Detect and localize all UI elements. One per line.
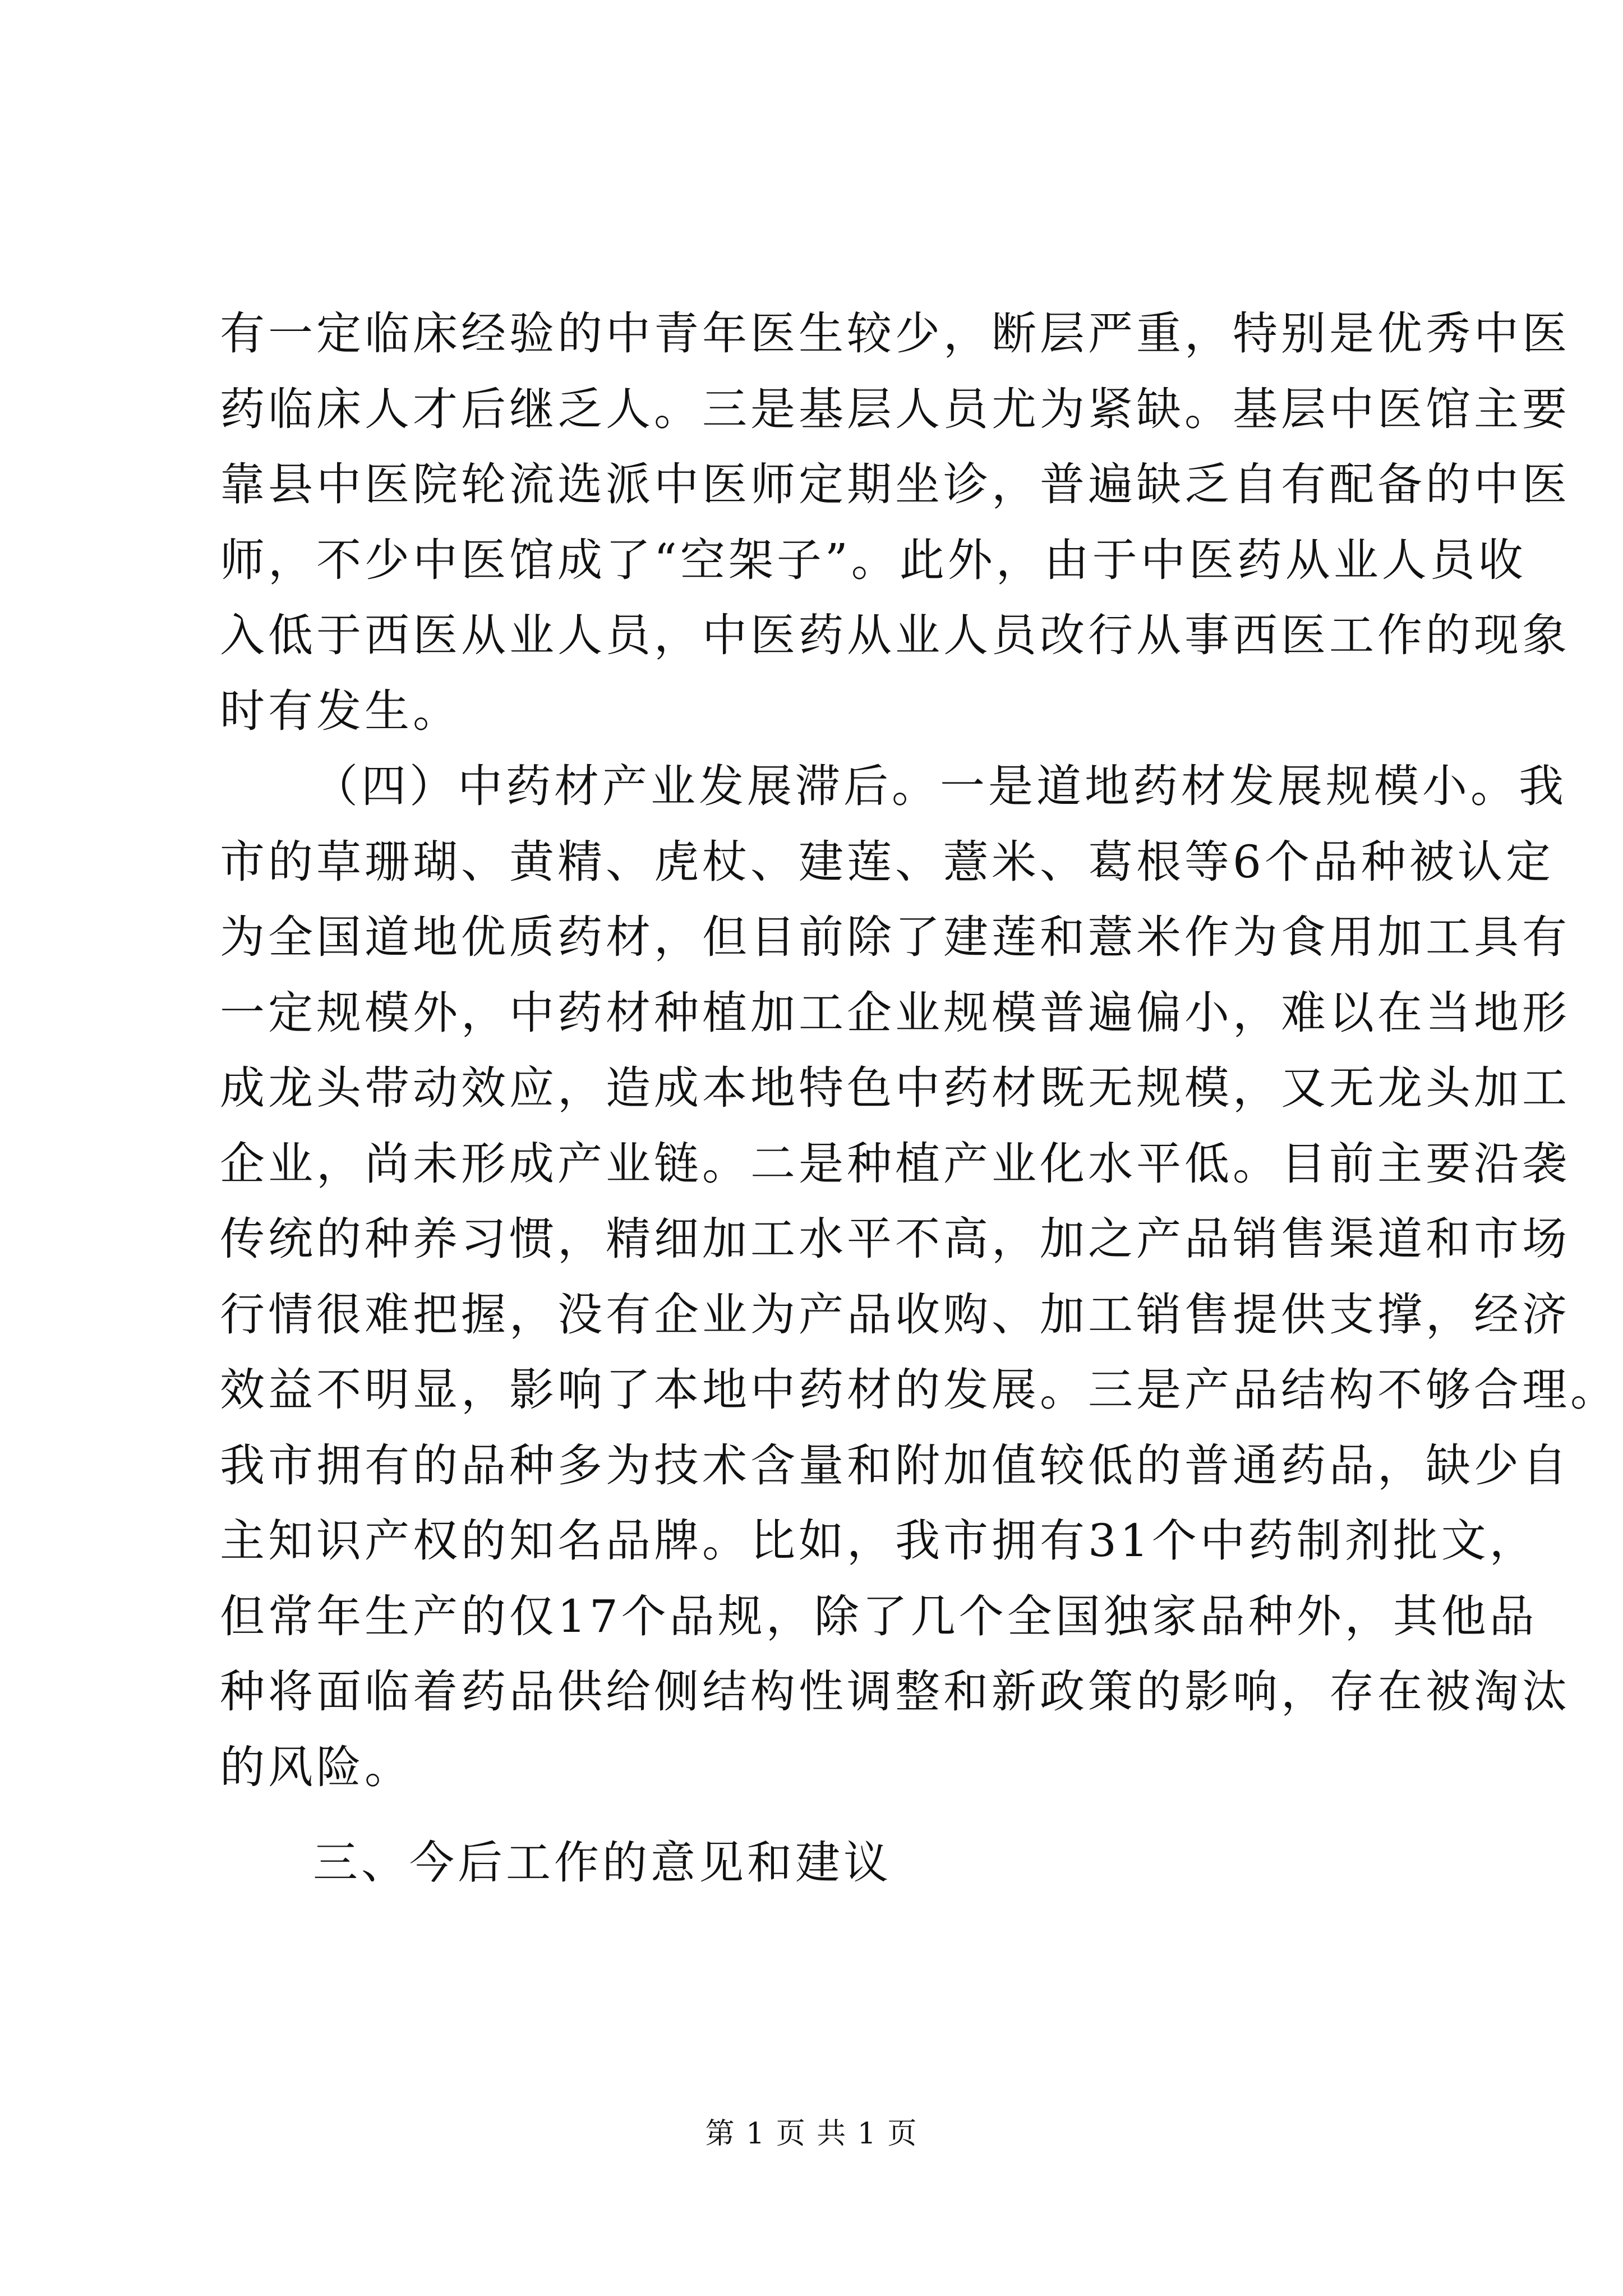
body-line: 传统的种养习惯，精细加工水平不高，加之产品销售渠道和市场 [220,1213,1570,1265]
body-line: 师，不少中医馆成了“空架子”。此外，由于中医药从业人员收 [220,533,1527,586]
body-line: 行情很难把握，没有企业为产品收购、加工销售提供支撑，经济 [220,1288,1570,1341]
page-number-footer: 第 1 页 共 1 页 [705,2117,918,2151]
body-line: 一定规模外，中药材种植加工企业规模普遍偏小，难以在当地形 [220,986,1570,1039]
body-line: 靠县中医院轮流选派中医师定期坐诊，普遍缺乏自有配备的中医 [220,458,1570,510]
body-line: 药临床人才后继乏人。三是基层人员尤为紧缺。基层中医馆主要 [220,383,1570,435]
body-line: 入低于西医从业人员，中医药从业人员改行从事西医工作的现象 [220,609,1570,661]
section-heading: 三、今后工作的意见和建议 [313,1837,892,1889]
body-line: 成龙头带动效应，造成本地特色中药材既无规模，又无龙头加工 [220,1062,1570,1114]
paragraph-gap [220,1805,1431,1825]
section-four-first-line: （四）中药材产业发展滞后。一是道地药材发展规模小。我 [313,760,1567,812]
body-line: 时有发生。 [220,684,461,737]
body-line: 主知识产权的知名品牌。比如，我市拥有31个中药制剂批文， [220,1515,1538,1567]
body-line: 市的草珊瑚、黄精、虎杖、建莲、薏米、葛根等6个品种被认定 [220,835,1554,888]
body-line: 有一定临床经验的中青年医生较少，断层严重，特别是优秀中医 [220,307,1570,360]
body-line: 企业，尚未形成产业链。二是种植产业化水平低。目前主要沿袭 [220,1137,1570,1190]
body-line: 为全国道地优质药材，但目前除了建莲和薏米作为食用加工具有 [220,911,1570,963]
body-line: 种将面临着药品供给侧结构性调整和新政策的影响，存在被淘汰 [220,1665,1570,1718]
body-line: 但常年生产的仅17个品规，除了几个全国独家品种外，其他品 [220,1590,1538,1642]
body-line: 效益不明显，影响了本地中药材的发展。三是产品结构不够合理。 [220,1364,1619,1416]
document-body [220,296,1619,1901]
body-line: 我市拥有的品种多为技术含量和附加值较低的普通药品，缺少自 [220,1439,1570,1492]
body-line: 的风险。 [220,1741,413,1793]
